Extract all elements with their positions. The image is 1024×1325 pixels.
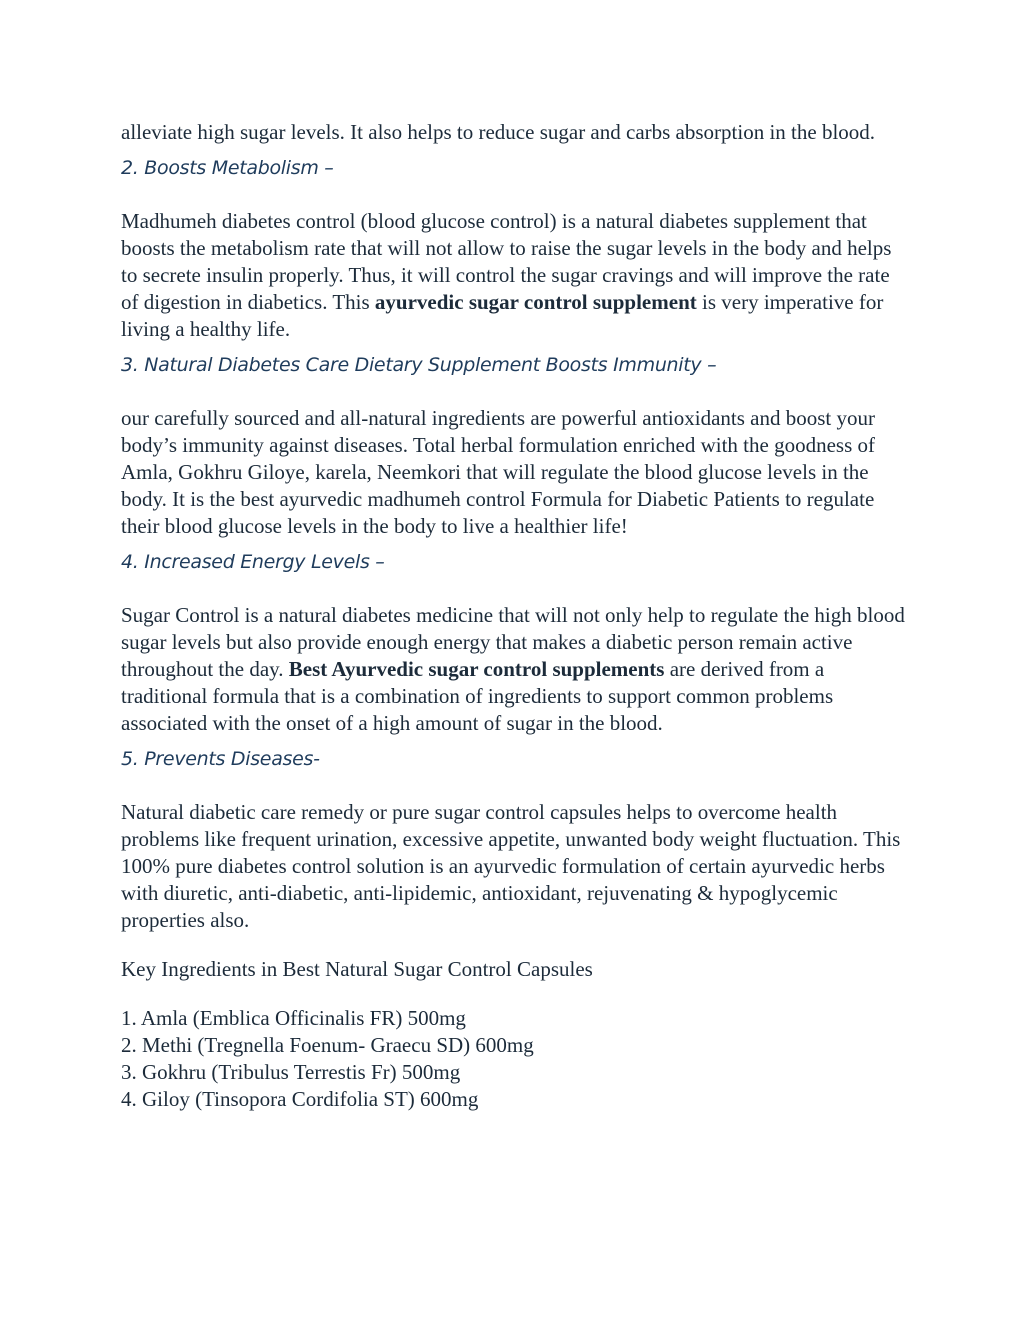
heading-boosts-metabolism: 2. Boosts Metabolism – xyxy=(121,157,334,179)
paragraph-boosts-immunity: our carefully sourced and all-natural ingredients are powerful antioxidants and boost your body’s immunity against diseases. Total herbal formulation enriched with the goodness of Amla, Gokhru Giloye, karela, Neemkori that will regulate the blood glucose levels in the body. It is the best ayurvedic madhumeh control Formula for Diabetic Patients to regulate their blood glucose levels in the body to live a healthier life! xyxy=(121,406,876,538)
ingredients-title: Key Ingredients in Best Natural Sugar Control Capsules xyxy=(121,957,593,981)
ingredient-item: 3. Gokhru (Tribulus Terrestis Fr) 500mg xyxy=(121,1060,461,1084)
paragraph-prevents-diseases: Natural diabetic care remedy or pure sugar control capsules helps to overcome health problems like frequent urination, excessive appetite, unwanted body weight fluctuation. This 100% pure diabetes control solution is an ayurvedic formulation of certain ayurvedic herbs with diuretic, anti-diabetic, anti-lipidemic, antioxidant, rejuvenating & hypoglycemic properties also. xyxy=(121,800,901,932)
paragraph-text: Madhumeh diabetes control (blood glucose control) is a natural diabetes supplement that boosts the metabolism rate that will not allow to raise the sugar levels in the body and helps to secrete insulin properly. Thus, it will control the sugar cravings and will improve the rate of digestion in diabetics. This xyxy=(121,209,892,314)
intro-paragraph: alleviate high sugar levels. It also helps to reduce sugar and carbs absorption in the blood. xyxy=(121,120,876,144)
ingredient-item: 2. Methi (Tregnella Foenum- Graecu SD) 600mg xyxy=(121,1033,534,1057)
paragraph-text: Sugar Control is a natural diabetes medicine that will not only help to regulate the high blood sugar levels but also provide enough energy that makes a diabetic person remain active throughout the day. xyxy=(121,603,905,681)
heading-boosts-immunity: 3. Natural Diabetes Care Dietary Supplement Boosts Immunity – xyxy=(121,354,717,376)
ingredients-list xyxy=(121,1005,911,1113)
heading-prevents-diseases: 5. Prevents Diseases- xyxy=(121,748,320,770)
paragraph-text: is very imperative for living a healthy life. xyxy=(121,290,884,341)
ingredient-item: 1. Amla (Emblica Officinalis FR) 500mg xyxy=(121,1006,466,1030)
document-page xyxy=(121,119,911,1113)
bold-link-text: ayurvedic sugar control supplement xyxy=(374,290,697,314)
paragraph-increased-energy xyxy=(121,602,911,737)
bold-link-text: Best Ayurvedic sugar control supplements xyxy=(288,657,665,681)
ingredient-item: 4. Giloy (Tinsopora Cordifolia ST) 600mg xyxy=(121,1087,479,1111)
paragraph-boosts-metabolism xyxy=(121,208,911,343)
heading-increased-energy: 4. Increased Energy Levels – xyxy=(121,551,385,573)
paragraph-text: are derived from a traditional formula that is a combination of ingredients to support common problems associated with the onset of a high amount of sugar in the blood. xyxy=(121,657,834,735)
